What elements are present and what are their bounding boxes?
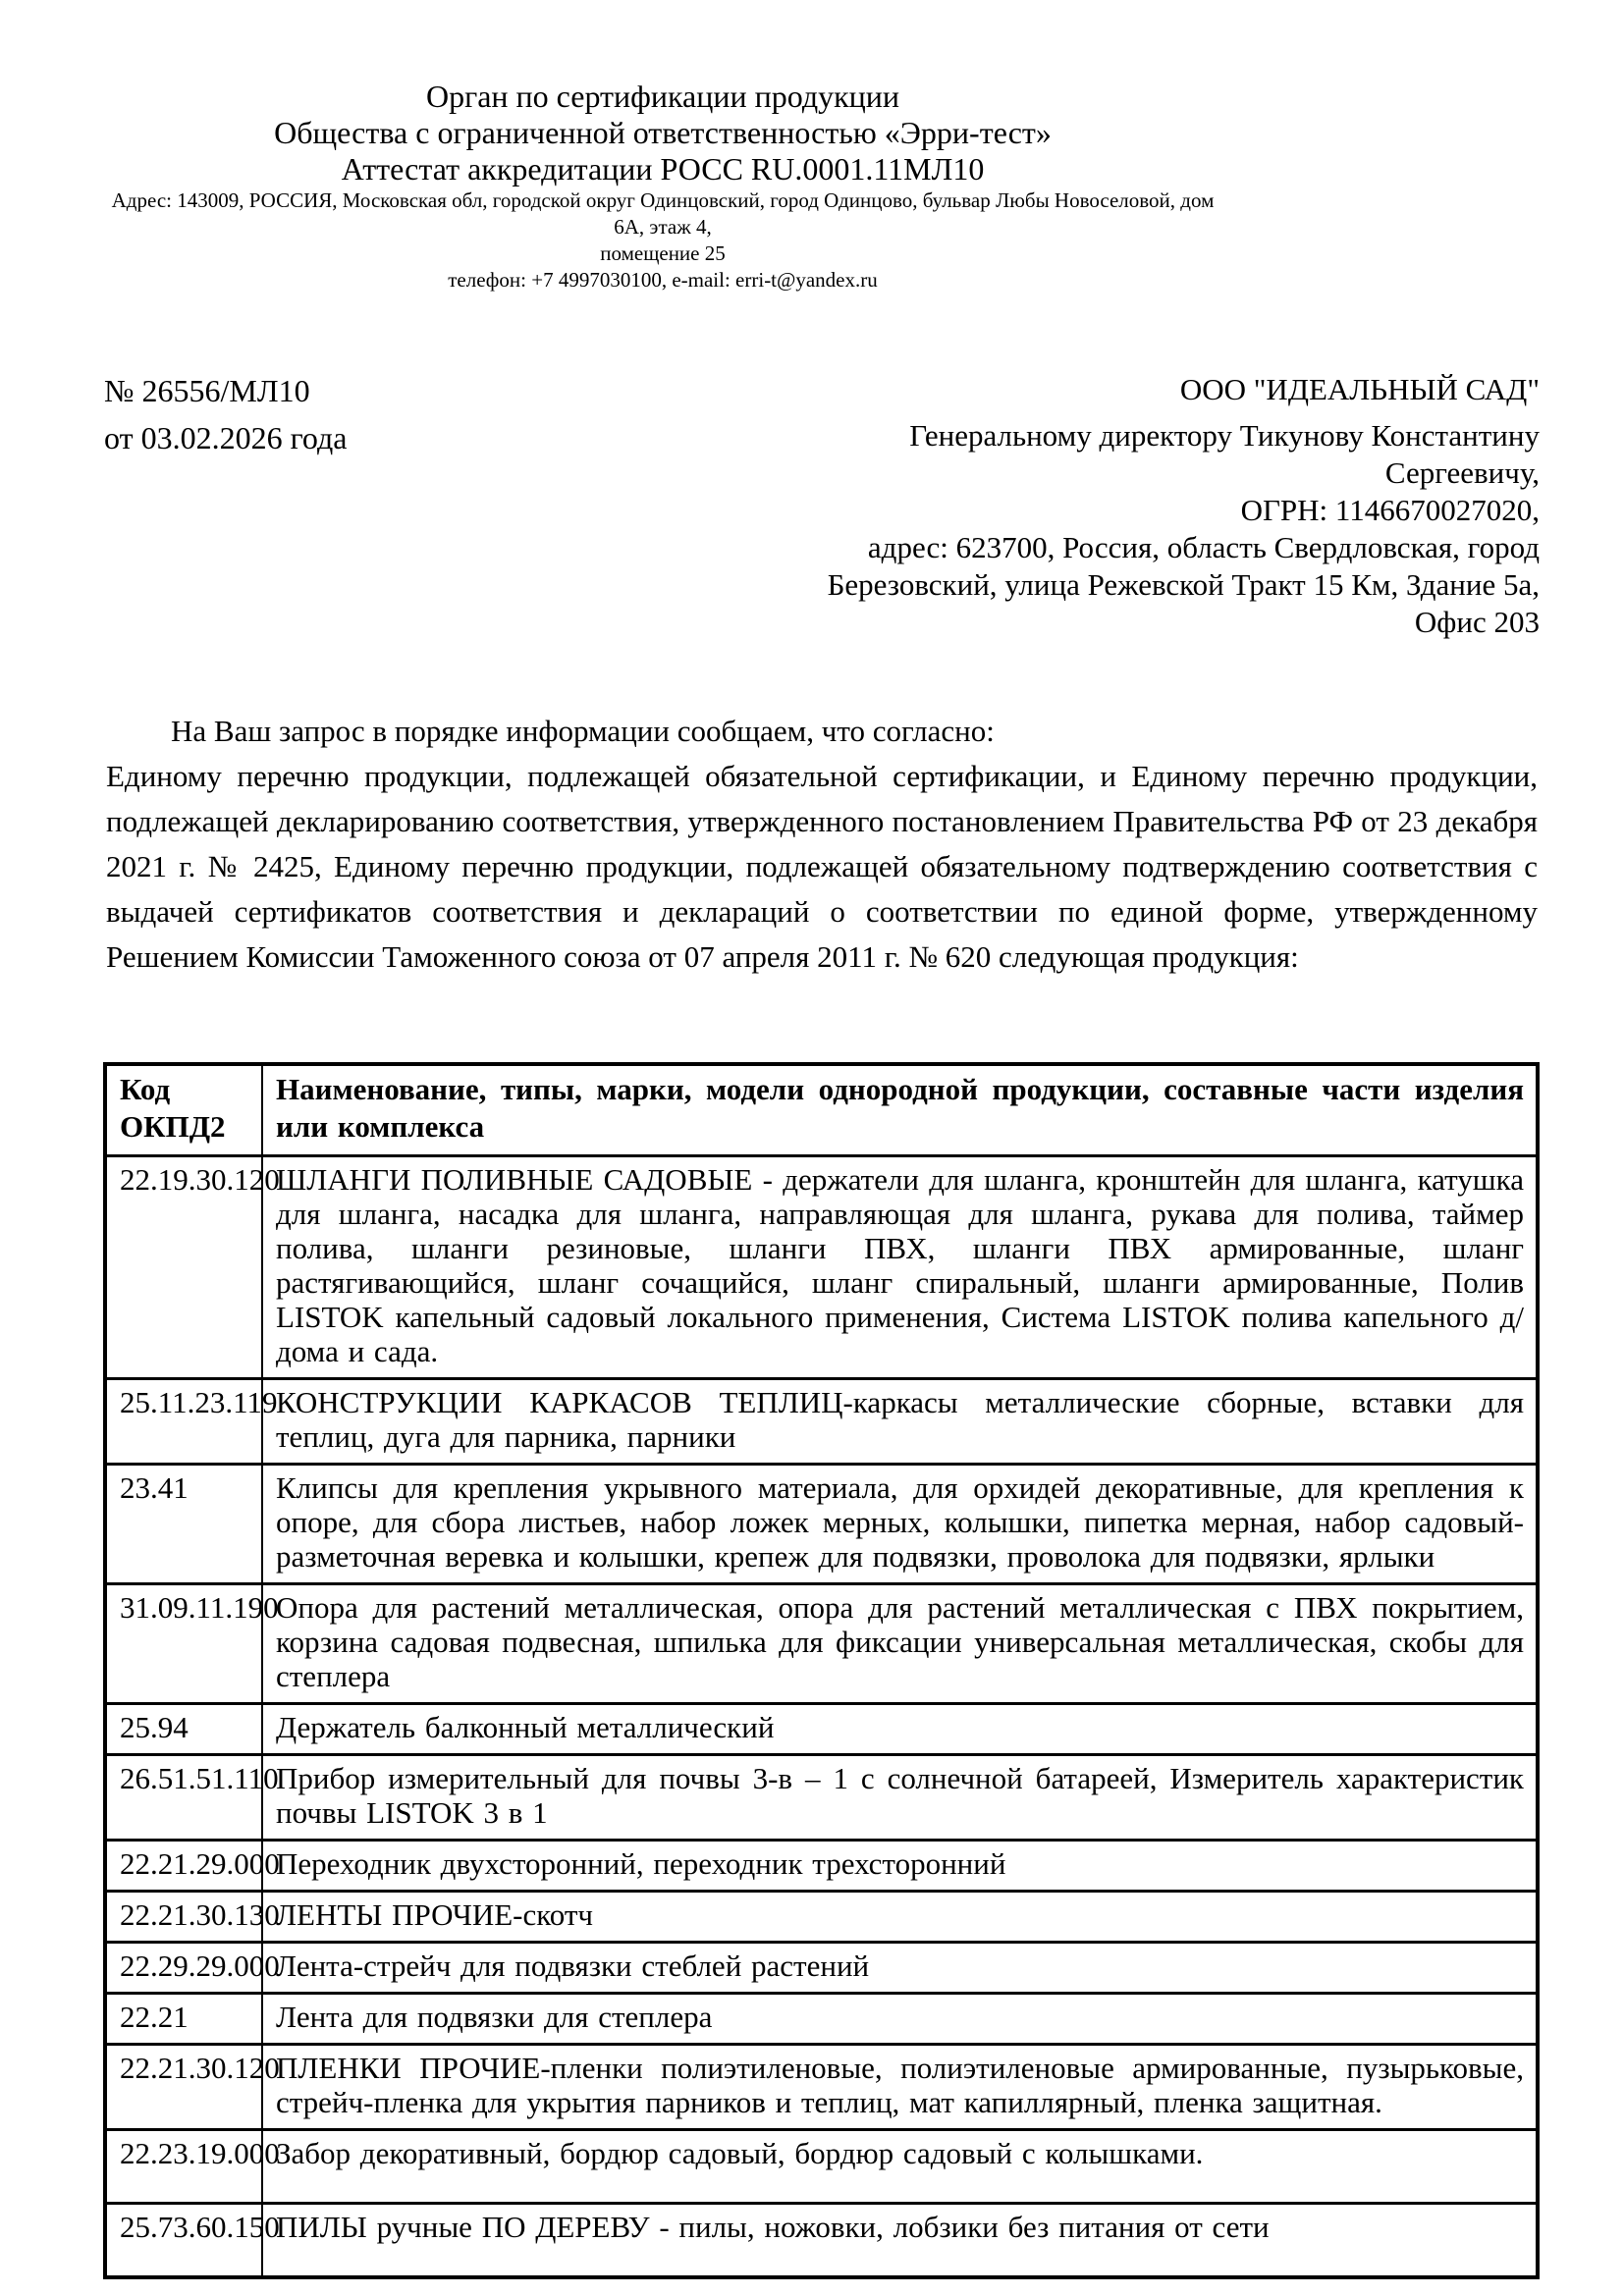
okpd-code-cell: 22.29.29.000 — [105, 1943, 262, 1994]
recipient-line: Березовский, улица Режевской Тракт 15 Км, Здание 5а, — [827, 567, 1540, 602]
product-description-cell: ПЛЕНКИ ПРОЧИЕ-пленки полиэтиленовые, полиэтиленовые армированные, пузырьковые, стрейч-пленка для укрытия парников и теплиц, мат капиллярный, пленка защитная. — [262, 2045, 1538, 2130]
outgoing-date: от 03.02.2026 года — [104, 420, 348, 455]
product-description-cell: Держатель балконный металлический — [262, 1704, 1538, 1755]
recipient-company: ООО "ИДЕАЛЬНЫЙ САД" — [1179, 372, 1540, 406]
product-description-cell: Лента для подвязки для степлера — [262, 1994, 1538, 2045]
products-table — [103, 1062, 1540, 2279]
recipient-line: Генеральному директору Тикунову Константину — [909, 418, 1540, 453]
reference-block — [104, 367, 347, 461]
okpd-code-cell: 25.94 — [105, 1704, 262, 1755]
outgoing-number: № 26556/МЛ10 — [104, 373, 310, 408]
table-header-row — [105, 1064, 1538, 1156]
main-paragraph: Единому перечню продукции, подлежащей обязательной сертификации, и Единому перечню продукции, подлежащей декларированию соответствия, утвержденного постановлением Правительства РФ от 23 декабря 2021 г. № 2425, Единому перечню продукции, подлежащей обязательному подтверждению соответствия с выдачей сертификатов соответствия и деклараций о соответствии по единой форме, утвержденному Решением Комиссии Таможенного союза от 07 апреля 2011 г. № 620 следующая продукция: — [106, 759, 1538, 974]
letterhead-accreditation: Аттестат аккредитации РОСС RU.0001.11МЛ10 — [341, 151, 985, 187]
product-description-cell: ЛЕНТЫ ПРОЧИЕ-скотч — [262, 1892, 1538, 1943]
table-row — [105, 1943, 1538, 1994]
okpd-code-cell: 25.73.60.150 — [105, 2204, 262, 2278]
product-name-header: Наименование, типы, марки, модели однородной продукции, составные части изделия или комплекса — [262, 1064, 1538, 1156]
letterhead-org-line2: Общества с ограниченной ответственностью «Эрри-тест» — [274, 115, 1052, 150]
okpd-code-cell: 31.09.11.190 — [105, 1584, 262, 1704]
table-row — [105, 1465, 1538, 1584]
product-description-cell: ПИЛЫ ручные ПО ДЕРЕВУ - пилы, ножовки, лобзики без питания от сети — [262, 2204, 1538, 2278]
okpd-code-cell: 22.21 — [105, 1994, 262, 2045]
recipient-block — [548, 371, 1540, 641]
table-row — [105, 1584, 1538, 1704]
product-description-cell: ШЛАНГИ ПОЛИВНЫЕ САДОВЫЕ - держатели для шланга, кронштейн для шланга, катушка для шланга, насадка для шланга, направляющая для шланга, рукава для полива, таймер полива, шланги резиновые, шланги ПВХ, шланги ПВХ армированные, шланг растягивающийся, шланг сочащийся, шланг спиральный, шланги армированные, Полив LISTOK капельный садовый локального применения, Система LISTOK полива капельного д/дома и сада. — [262, 1156, 1538, 1379]
table-row — [105, 1994, 1538, 2045]
table-row — [105, 1892, 1538, 1943]
okpd-code-cell: 22.21.29.000 — [105, 1841, 262, 1892]
okpd-code-cell: 23.41 — [105, 1465, 262, 1584]
recipient-line: адрес: 623700, Россия, область Свердловская, город — [867, 530, 1540, 564]
letterhead-address-line1: Адрес: 143009, РОССИЯ, Московская обл, городской округ Одинцовский, город Одинцово, бульвар Любы Новоселовой, дом 6А, этаж 4, — [111, 188, 1215, 239]
table-row — [105, 1156, 1538, 1379]
table-row — [105, 1841, 1538, 1892]
table-row — [105, 2130, 1538, 2204]
table-row — [105, 1379, 1538, 1465]
okpd-code-cell: 22.19.30.120 — [105, 1156, 262, 1379]
recipient-line: Офис 203 — [1414, 605, 1540, 639]
letterhead-contact: телефон: +7 4997030100, e-mail: erri-t@yandex.ru — [448, 268, 878, 292]
table-row — [105, 1755, 1538, 1841]
letterhead — [98, 79, 1227, 294]
table-row — [105, 2204, 1538, 2278]
okpd-code-cell: 25.11.23.119 — [105, 1379, 262, 1465]
product-description-cell: Переходник двухсторонний, переходник трехсторонний — [262, 1841, 1538, 1892]
table-row — [105, 2045, 1538, 2130]
letterhead-address-line2: помещение 25 — [600, 241, 726, 265]
table-row — [105, 1704, 1538, 1755]
product-description-cell: Опора для растений металлическая, опора для растений металлическая с ПВХ покрытием, корзина садовая подвесная, шпилька для фиксации универсальная металлическая, скобы для степлера — [262, 1584, 1538, 1704]
recipient-line: ОГРН: 1146670027020, — [1240, 493, 1540, 527]
product-description-cell: Прибор измерительный для почвы 3-в – 1 с солнечной батареей, Измеритель характеристик почвы LISTOK 3 в 1 — [262, 1755, 1538, 1841]
okpd-code-cell: 22.21.30.120 — [105, 2045, 262, 2130]
product-description-cell: Лента-стрейч для подвязки стеблей растений — [262, 1943, 1538, 1994]
product-description-cell: КОНСТРУКЦИИ КАРКАСОВ ТЕПЛИЦ-каркасы металлические сборные, вставки для теплиц, дуга для парника, парники — [262, 1379, 1538, 1465]
letter-body — [106, 709, 1538, 980]
product-description-cell: Клипсы для крепления укрывного материала, для орхидей декоративные, для крепления к опоре, для сбора листьев, набор ложек мерных, колышки, пипетка мерная, набор садовый-разметочная веревка и колышки, крепеж для подвязки, проволока для подвязки, ярлыки — [262, 1465, 1538, 1584]
intro-paragraph: На Ваш запрос в порядке информации сообщаем, что согласно: — [171, 714, 995, 748]
okpd-code-cell: 22.21.30.130 — [105, 1892, 262, 1943]
recipient-line: Сергеевичу, — [1384, 455, 1540, 490]
okpd-code-cell: 22.23.19.000 — [105, 2130, 262, 2204]
letterhead-org-line1: Орган по сертификации продукции — [425, 79, 900, 114]
okpd-code-header: Код ОКПД2 — [105, 1064, 262, 1156]
okpd-code-cell: 26.51.51.110 — [105, 1755, 262, 1841]
product-description-cell: Забор декоративный, бордюр садовый, бордюр садовый с колышками. — [262, 2130, 1538, 2204]
